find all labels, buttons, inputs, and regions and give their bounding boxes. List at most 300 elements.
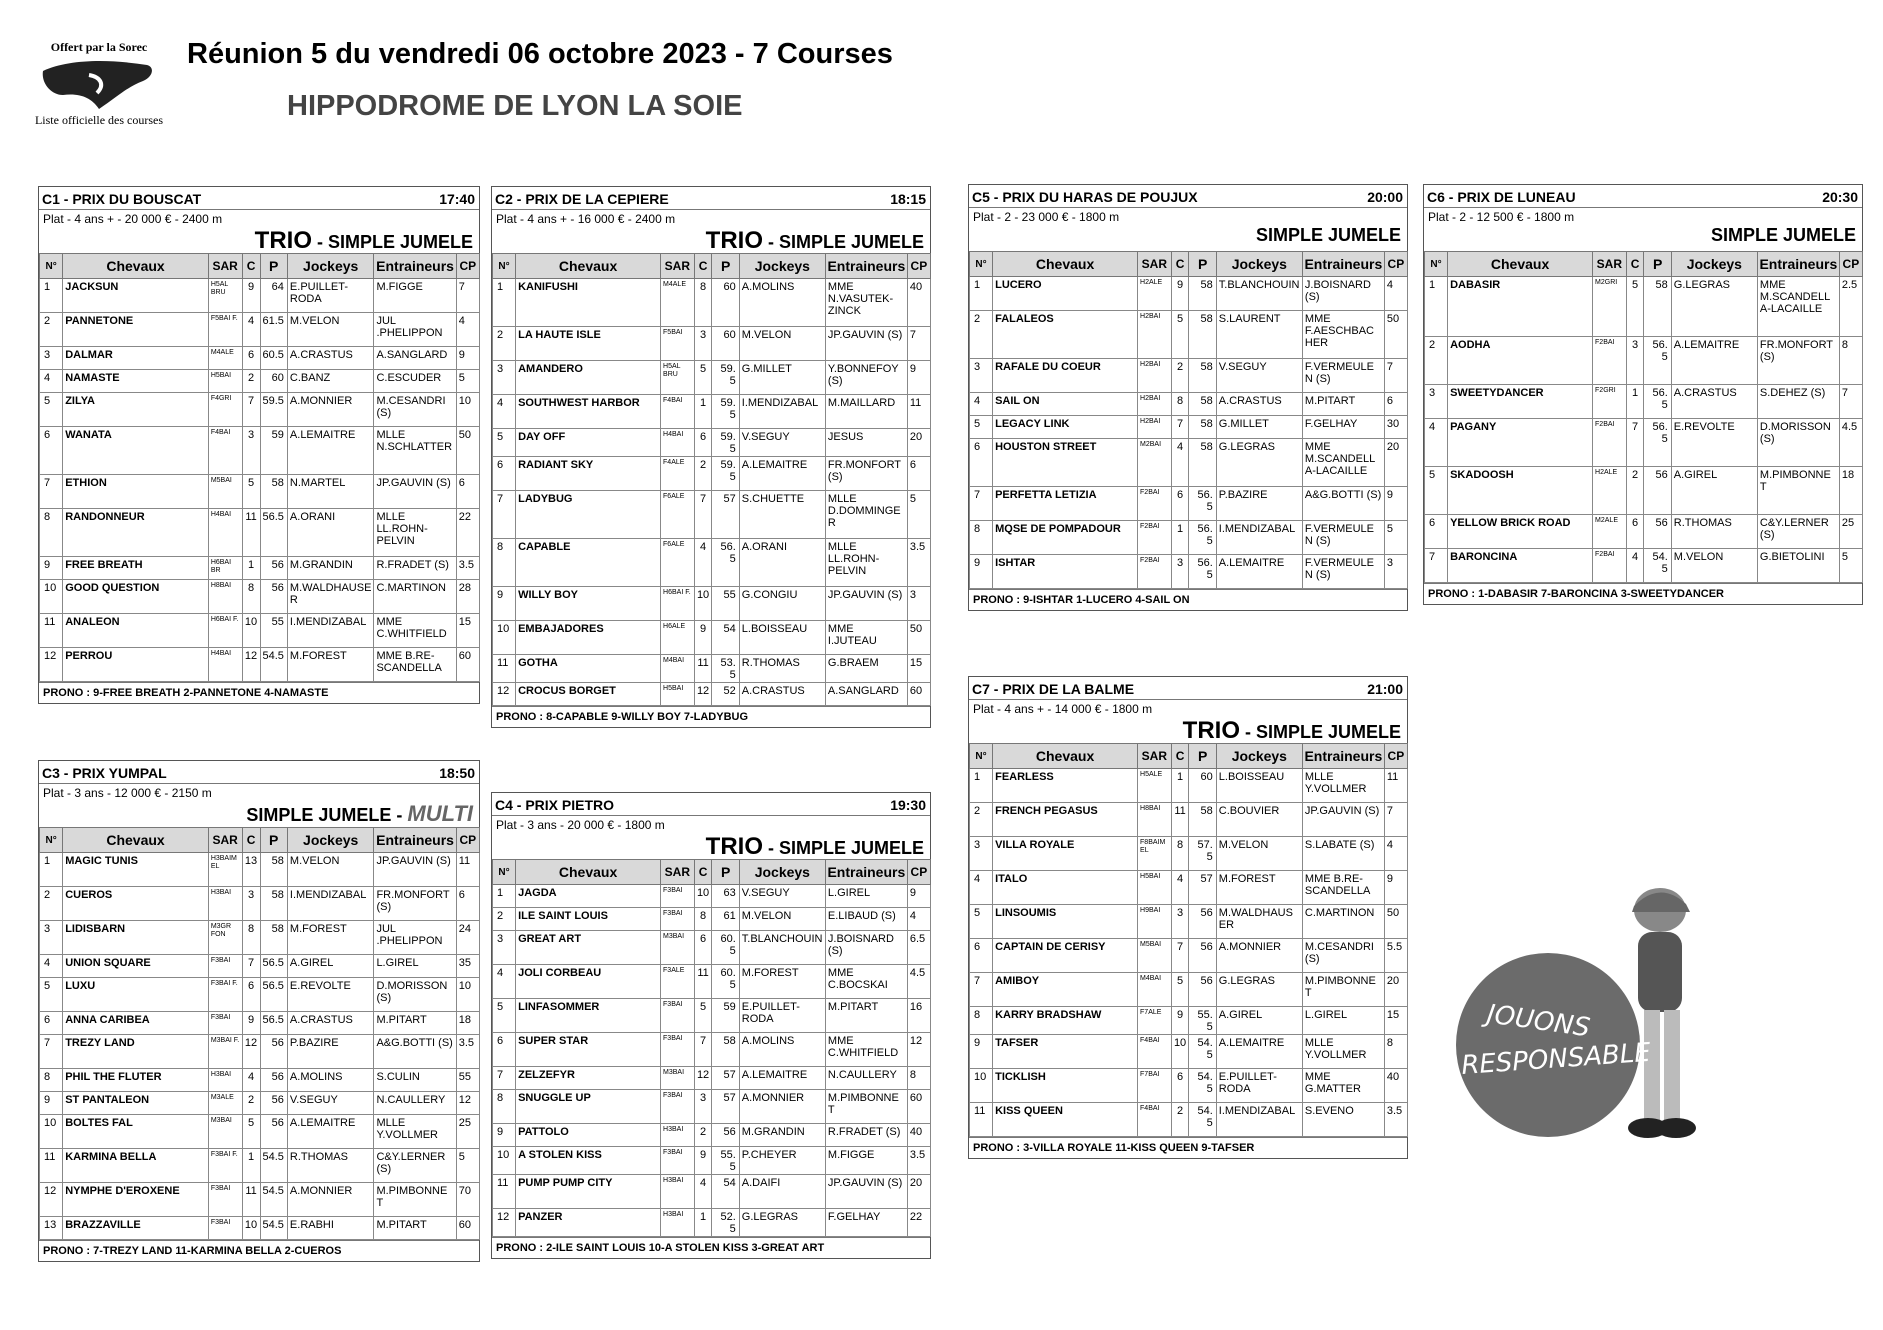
cell-cp: 6 [907, 457, 930, 491]
cell-c: 1 [242, 1149, 260, 1183]
mascot-text-line1: JOUONS [1485, 999, 1592, 1044]
bet-types [39, 801, 479, 827]
bet-simple-jumele: SIMPLE JUMELE - [246, 805, 408, 825]
cell-sar: M5BAI [1138, 939, 1172, 973]
cell-p: 56.5 [260, 955, 287, 978]
cell-num: 10 [493, 621, 516, 655]
prono: PRONO : 3-VILLA ROYALE 11-KISS QUEEN 9-TAFSER [969, 1137, 1407, 1158]
cell-jockey: A.LEMAITRE [739, 1067, 825, 1090]
cell-p: 56 [260, 580, 287, 614]
cell-num: 4 [40, 955, 63, 978]
column-header-cp: CP [456, 828, 479, 853]
cell-c: 1 [1171, 769, 1189, 803]
cell-num: 12 [493, 683, 516, 706]
race-time: 20:00 [1367, 189, 1403, 205]
cell-horse: LUCERO [993, 277, 1138, 311]
table-row [970, 521, 1408, 555]
cell-horse: BARONCINA [1448, 549, 1593, 583]
cell-horse: ANALEON [63, 614, 209, 648]
cell-horse: DALMAR [63, 347, 209, 370]
cell-sar: F3BAI [208, 955, 242, 978]
cell-trainer: L.GIREL [1302, 1007, 1384, 1035]
cell-sar: H2BAI [1138, 359, 1172, 393]
cell-p: 55 [260, 614, 287, 648]
cell-horse: PUMP PUMP CITY [516, 1175, 661, 1209]
cell-horse: NAMASTE [63, 370, 209, 393]
cell-c: 13 [242, 853, 260, 887]
table-row [40, 1012, 480, 1035]
cell-p: 63 [712, 885, 739, 908]
cell-trainer: S.EVENO [1302, 1103, 1384, 1137]
cell-num: 11 [40, 1149, 63, 1183]
cell-num: 12 [40, 648, 63, 682]
column-header-jockey: Jockeys [287, 828, 374, 853]
cell-sar: H8BAI [208, 580, 242, 614]
cell-trainer: M.FIGGE [374, 279, 456, 313]
cell-jockey: A.LEMAITRE [1671, 337, 1757, 385]
cell-sar: F5BAI [661, 327, 695, 361]
cell-horse: BRAZZAVILLE [63, 1217, 209, 1240]
table-header-row [970, 252, 1408, 277]
cell-c: 12 [242, 1035, 260, 1069]
cell-cp: 4 [1384, 837, 1407, 871]
cell-jockey: G.CONGIU [739, 587, 825, 621]
cell-p: 60 [1189, 769, 1216, 803]
cell-p: 54.5 [260, 1149, 287, 1183]
table-row [493, 361, 931, 395]
cell-cp: 15 [456, 614, 479, 648]
cell-trainer: JP.GAUVIN (S) [825, 327, 907, 361]
cell-num: 10 [40, 1115, 63, 1149]
cell-horse: LADYBUG [516, 491, 661, 539]
cell-horse: CROCUS BORGET [516, 683, 661, 706]
cell-trainer: J.BOISNARD (S) [825, 931, 907, 965]
cell-cp: 12 [456, 1092, 479, 1115]
cell-num: 7 [40, 1035, 63, 1069]
race-conditions: Plat - 3 ans - 20 000 € - 1800 m [496, 818, 665, 832]
cell-sar: H2BAI [1138, 311, 1172, 359]
cell-cp: 8 [907, 1067, 930, 1090]
cell-trainer: S.LABATE (S) [1302, 837, 1384, 871]
column-header-jockey: Jockeys [1671, 252, 1757, 277]
cell-jockey: A.CRASTUS [287, 1012, 374, 1035]
cell-jockey: I.MENDIZABAL [1216, 521, 1302, 555]
cell-trainer: FR.MONFORT (S) [825, 457, 907, 491]
cell-p: 61.5 [260, 313, 287, 347]
cell-c: 8 [1171, 393, 1189, 416]
runners-table [969, 251, 1408, 589]
cell-p: 57 [712, 1067, 739, 1090]
cell-cp: 9 [456, 347, 479, 370]
cell-jockey: M.WALDHAUSER [287, 580, 374, 614]
cell-p: 56.5 [1189, 555, 1216, 589]
cell-num: 8 [970, 521, 993, 555]
cell-jockey: A.MONNIER [287, 1183, 374, 1217]
cell-sar: F2BAI [1593, 419, 1627, 467]
table-row [493, 621, 931, 655]
cell-sar: F3BAI [208, 1012, 242, 1035]
cell-c: 5 [1171, 973, 1189, 1007]
cell-sar: H4BAI [661, 429, 695, 457]
table-row [40, 370, 480, 393]
cell-jockey: I.MENDIZABAL [1216, 1103, 1302, 1137]
cell-sar: H3BAI [661, 1175, 695, 1209]
cell-num: 9 [40, 557, 63, 580]
cell-horse: DAY OFF [516, 429, 661, 457]
cell-c: 3 [1171, 905, 1189, 939]
cell-trainer: M.PIMBONNET [1302, 973, 1384, 1007]
cell-p: 52.5 [712, 1209, 739, 1237]
cell-horse: ETHION [63, 475, 209, 509]
cell-sar: F3BAI [208, 1217, 242, 1240]
column-header-c: C [1171, 252, 1189, 277]
cell-cp: 6.5 [907, 931, 930, 965]
cell-trainer: M.PITART [374, 1012, 456, 1035]
column-header-cp: CP [1384, 252, 1407, 277]
cell-horse: LA HAUTE ISLE [516, 327, 661, 361]
cell-sar: F6ALE [661, 491, 695, 539]
table-row [970, 837, 1408, 871]
cell-jockey: A.CRASTUS [287, 347, 374, 370]
cell-sar: F2BAI [1138, 555, 1172, 589]
table-row [1425, 515, 1863, 549]
cell-c: 8 [694, 279, 712, 327]
cell-jockey: A.GIREL [1216, 1007, 1302, 1035]
cell-cp: 7 [1384, 359, 1407, 393]
race-name: C3 - PRIX YUMPAL [42, 765, 167, 781]
cell-num: 10 [40, 580, 63, 614]
cell-jockey: I.MENDIZABAL [287, 887, 374, 921]
table-row [40, 1217, 480, 1240]
cell-num: 3 [493, 361, 516, 395]
cell-c: 10 [694, 885, 712, 908]
cell-jockey: I.MENDIZABAL [739, 395, 825, 429]
cell-cp: 4.5 [1839, 419, 1862, 467]
cell-cp: 3.5 [456, 1035, 479, 1069]
cell-trainer: JP.GAUVIN (S) [825, 587, 907, 621]
cell-c: 11 [694, 965, 712, 999]
cell-c: 6 [694, 931, 712, 965]
cell-c: 4 [1171, 871, 1189, 905]
runners-table [39, 253, 480, 682]
cell-trainer: MME M.SCANDELLA-LACAILLE [1302, 439, 1384, 487]
table-header-row [493, 254, 931, 279]
table-row [970, 359, 1408, 393]
column-header-sar: SAR [1138, 252, 1172, 277]
prono: PRONO : 7-TREZY LAND 11-KARMINA BELLA 2-CUEROS [39, 1240, 479, 1261]
cell-cp: 3.5 [907, 1147, 930, 1175]
cell-p: 58 [1189, 439, 1216, 487]
cell-p: 60.5 [260, 347, 287, 370]
cell-sar: F2BAI [1138, 487, 1172, 521]
cell-sar: M4ALE [208, 347, 242, 370]
table-row [40, 580, 480, 614]
table-row [970, 416, 1408, 439]
cell-horse: YELLOW BRICK ROAD [1448, 515, 1593, 549]
cell-p: 58 [1189, 803, 1216, 837]
cell-cp: 11 [907, 395, 930, 429]
cell-jockey: A.LEMAITRE [287, 1115, 374, 1149]
cell-num: 4 [1425, 419, 1448, 467]
cell-jockey: M.VELON [287, 313, 374, 347]
cell-c: 2 [242, 370, 260, 393]
cell-p: 56 [1189, 905, 1216, 939]
cell-sar: F4GRI [208, 393, 242, 427]
cell-sar: H2ALE [1138, 277, 1172, 311]
column-header-jockey: Jockeys [739, 254, 825, 279]
cell-jockey: A.CRASTUS [739, 683, 825, 706]
race-conditions: Plat - 4 ans + - 16 000 € - 2400 m [496, 212, 676, 226]
mascot-text-line2: RESPONSABLE [1460, 1037, 1652, 1081]
cell-c: 2 [1626, 467, 1644, 515]
table-row [40, 557, 480, 580]
table-header-row [970, 744, 1408, 769]
cell-num: 1 [970, 769, 993, 803]
column-header-sar: SAR [661, 254, 695, 279]
runners-table [492, 859, 931, 1237]
table-row [40, 279, 480, 313]
bet-trio: TRIO [705, 227, 763, 254]
column-header-c: C [1626, 252, 1644, 277]
cell-p: 54.5 [1189, 1035, 1216, 1069]
race-card-c5 [968, 184, 1408, 611]
cell-trainer: E.LIBAUD (S) [825, 908, 907, 931]
table-row [970, 555, 1408, 589]
cell-sar: H4BAI [208, 648, 242, 682]
cell-sar: M3BAI F. [208, 1035, 242, 1069]
race-name: C4 - PRIX PIETRO [495, 797, 615, 813]
cell-sar: M3BAI [661, 1067, 695, 1090]
table-row [1425, 549, 1863, 583]
cell-c: 4 [1626, 549, 1644, 583]
table-row [493, 395, 931, 429]
cell-p: 60.5 [712, 931, 739, 965]
cell-p: 60 [712, 279, 739, 327]
cell-c: 8 [242, 921, 260, 955]
column-header-num: N° [40, 828, 63, 853]
table-row [493, 931, 931, 965]
cell-cp: 9 [907, 885, 930, 908]
cell-horse: FALALEOS [993, 311, 1138, 359]
table-row [493, 1124, 931, 1147]
cell-sar: F4BAI [1138, 1035, 1172, 1069]
cell-p: 54.5 [260, 1183, 287, 1217]
cell-trainer: A&G.BOTTI (S) [374, 1035, 456, 1069]
cell-c: 2 [242, 1092, 260, 1115]
cell-jockey: M.FOREST [287, 648, 374, 682]
cell-jockey: A.MONNIER [1216, 939, 1302, 973]
cell-num: 8 [970, 1007, 993, 1035]
table-row [493, 457, 931, 491]
cell-p: 59.5 [712, 429, 739, 457]
cell-p: 58 [1189, 277, 1216, 311]
cell-trainer: MME C.WHITFIELD [825, 1033, 907, 1067]
cell-horse: KANIFUSHI [516, 279, 661, 327]
cell-p: 58 [260, 921, 287, 955]
cell-jockey: M.FOREST [287, 921, 374, 955]
cell-horse: VILLA ROYALE [993, 837, 1138, 871]
bet-types [1424, 225, 1862, 251]
cell-num: 9 [970, 555, 993, 589]
cell-sar: H9BAI [1138, 905, 1172, 939]
cell-jockey: C.BOUVIER [1216, 803, 1302, 837]
cell-num: 6 [40, 427, 63, 475]
cell-cp: 2.5 [1839, 277, 1862, 337]
cell-horse: SNUGGLE UP [516, 1090, 661, 1124]
cell-jockey: E.PUILLET-RODA [1216, 1069, 1302, 1103]
cell-p: 59.5 [712, 395, 739, 429]
table-row [493, 587, 931, 621]
cell-horse: TREZY LAND [63, 1035, 209, 1069]
cell-p: 58 [1189, 311, 1216, 359]
cell-p: 54.5 [260, 1217, 287, 1240]
cell-horse: AMIBOY [993, 973, 1138, 1007]
page-title: Réunion 5 du vendredi 06 octobre 2023 - 7 Courses [187, 38, 893, 70]
cell-trainer: N.CAULLERY [825, 1067, 907, 1090]
cell-jockey: A.CRASTUS [1671, 385, 1757, 419]
cell-trainer: JP.GAUVIN (S) [825, 1175, 907, 1209]
cell-c: 3 [1626, 337, 1644, 385]
cell-trainer: M.PIMBONNET [374, 1183, 456, 1217]
table-row [493, 683, 931, 706]
jouons-responsable-mascot [1448, 870, 1728, 1200]
cell-cp: 4 [1384, 277, 1407, 311]
table-row [40, 347, 480, 370]
cell-trainer: M.CESANDRI (S) [374, 393, 456, 427]
cell-num: 7 [493, 1067, 516, 1090]
cell-trainer: N.CAULLERY [374, 1092, 456, 1115]
cell-sar: F7ALE [1138, 1007, 1172, 1035]
cell-trainer: Y.BONNEFOY (S) [825, 361, 907, 395]
cell-jockey: R.THOMAS [1671, 515, 1757, 549]
cell-cp: 35 [456, 955, 479, 978]
cell-horse: FEARLESS [993, 769, 1138, 803]
cell-trainer: M.CESANDRI (S) [1302, 939, 1384, 973]
cell-cp: 60 [456, 648, 479, 682]
cell-jockey: T.BLANCHOUIN [1216, 277, 1302, 311]
cell-sar: H3BAI [208, 1069, 242, 1092]
cell-c: 4 [694, 1175, 712, 1209]
column-header-trainer: Entraineurs [825, 254, 907, 279]
cell-trainer: JP.GAUVIN (S) [374, 475, 456, 509]
cell-trainer: JESUS [825, 429, 907, 457]
table-row [493, 429, 931, 457]
cell-sar: F2BAI [1593, 549, 1627, 583]
cell-c: 9 [242, 1012, 260, 1035]
cell-c: 3 [242, 887, 260, 921]
cell-jockey: A.MONNIER [287, 393, 374, 427]
cell-num: 2 [493, 327, 516, 361]
cell-trainer: L.GIREL [374, 955, 456, 978]
cell-c: 2 [1171, 359, 1189, 393]
cell-sar: M4BAI [1138, 973, 1172, 1007]
cell-cp: 20 [1384, 439, 1407, 487]
cell-cp: 9 [907, 361, 930, 395]
cell-cp: 7 [1384, 803, 1407, 837]
cell-cp: 28 [456, 580, 479, 614]
cell-sar: F5BAI F. [208, 313, 242, 347]
table-row [493, 491, 931, 539]
cell-trainer: JUL .PHELIPPON [374, 313, 456, 347]
cell-num: 5 [970, 905, 993, 939]
column-header-num: N° [40, 254, 63, 279]
cell-cp: 20 [907, 1175, 930, 1209]
table-row [40, 1035, 480, 1069]
table-row [493, 1147, 931, 1175]
bet-simple-jumele: - SIMPLE JUMELE [311, 232, 473, 252]
cell-cp: 20 [907, 429, 930, 457]
cell-horse: PAGANY [1448, 419, 1593, 467]
cell-num: 3 [40, 921, 63, 955]
cell-trainer: M.PIMBONNET [1757, 467, 1839, 515]
cell-jockey: E.REVOLTE [287, 978, 374, 1012]
table-row [40, 921, 480, 955]
cell-num: 12 [40, 1183, 63, 1217]
column-header-trainer: Entraineurs [374, 254, 456, 279]
cell-num: 8 [40, 509, 63, 557]
cell-c: 1 [694, 395, 712, 429]
cell-num: 5 [1425, 467, 1448, 515]
cell-trainer: MME G.MATTER [1302, 1069, 1384, 1103]
cell-num: 9 [40, 1092, 63, 1115]
cell-num: 3 [493, 931, 516, 965]
cell-c: 11 [694, 655, 712, 683]
cell-horse: SAIL ON [993, 393, 1138, 416]
cell-trainer: D.MORISSON (S) [374, 978, 456, 1012]
cell-c: 10 [694, 587, 712, 621]
race-header [492, 793, 930, 816]
cell-sar: M3BAI [661, 931, 695, 965]
cell-c: 10 [1171, 1035, 1189, 1069]
table-row [493, 999, 931, 1033]
cell-horse: AMANDERO [516, 361, 661, 395]
cell-cp: 7 [456, 279, 479, 313]
table-row [40, 853, 480, 887]
cell-horse: ISHTAR [993, 555, 1138, 589]
column-header-trainer: Entraineurs [1302, 252, 1384, 277]
cell-trainer: M.PITART [825, 999, 907, 1033]
cell-horse: TAFSER [993, 1035, 1138, 1069]
cell-cp: 11 [1384, 769, 1407, 803]
prono: PRONO : 1-DABASIR 7-BARONCINA 3-SWEETYDANCER [1424, 583, 1862, 604]
cell-jockey: M.WALDHAUSER [1216, 905, 1302, 939]
cell-jockey: G.LEGRAS [1216, 973, 1302, 1007]
cell-p: 56.5 [1644, 337, 1671, 385]
column-header-sar: SAR [661, 860, 695, 885]
cell-jockey: V.SEGUY [739, 885, 825, 908]
cell-trainer: MLLE Y.VOLLMER [1302, 769, 1384, 803]
table-row [1425, 337, 1863, 385]
cell-trainer: C.MARTINON [1302, 905, 1384, 939]
cell-horse: SOUTHWEST HARBOR [516, 395, 661, 429]
column-header-cp: CP [1839, 252, 1862, 277]
bet-simple-jumele: - SIMPLE JUMELE [1239, 722, 1401, 742]
cell-horse: WANATA [63, 427, 209, 475]
cell-c: 1 [694, 1209, 712, 1237]
cell-horse: LINFASOMMER [516, 999, 661, 1033]
column-header-sar: SAR [1138, 744, 1172, 769]
cell-cp: 5 [1839, 549, 1862, 583]
cell-jockey: A.MONNIER [739, 1090, 825, 1124]
cell-c: 7 [1626, 419, 1644, 467]
cell-horse: ILE SAINT LOUIS [516, 908, 661, 931]
cell-num: 11 [40, 614, 63, 648]
table-row [493, 539, 931, 587]
cell-p: 54.5 [260, 648, 287, 682]
cell-p: 56 [712, 1124, 739, 1147]
cell-c: 8 [694, 908, 712, 931]
cell-jockey: A.LEMAITRE [1216, 1035, 1302, 1069]
